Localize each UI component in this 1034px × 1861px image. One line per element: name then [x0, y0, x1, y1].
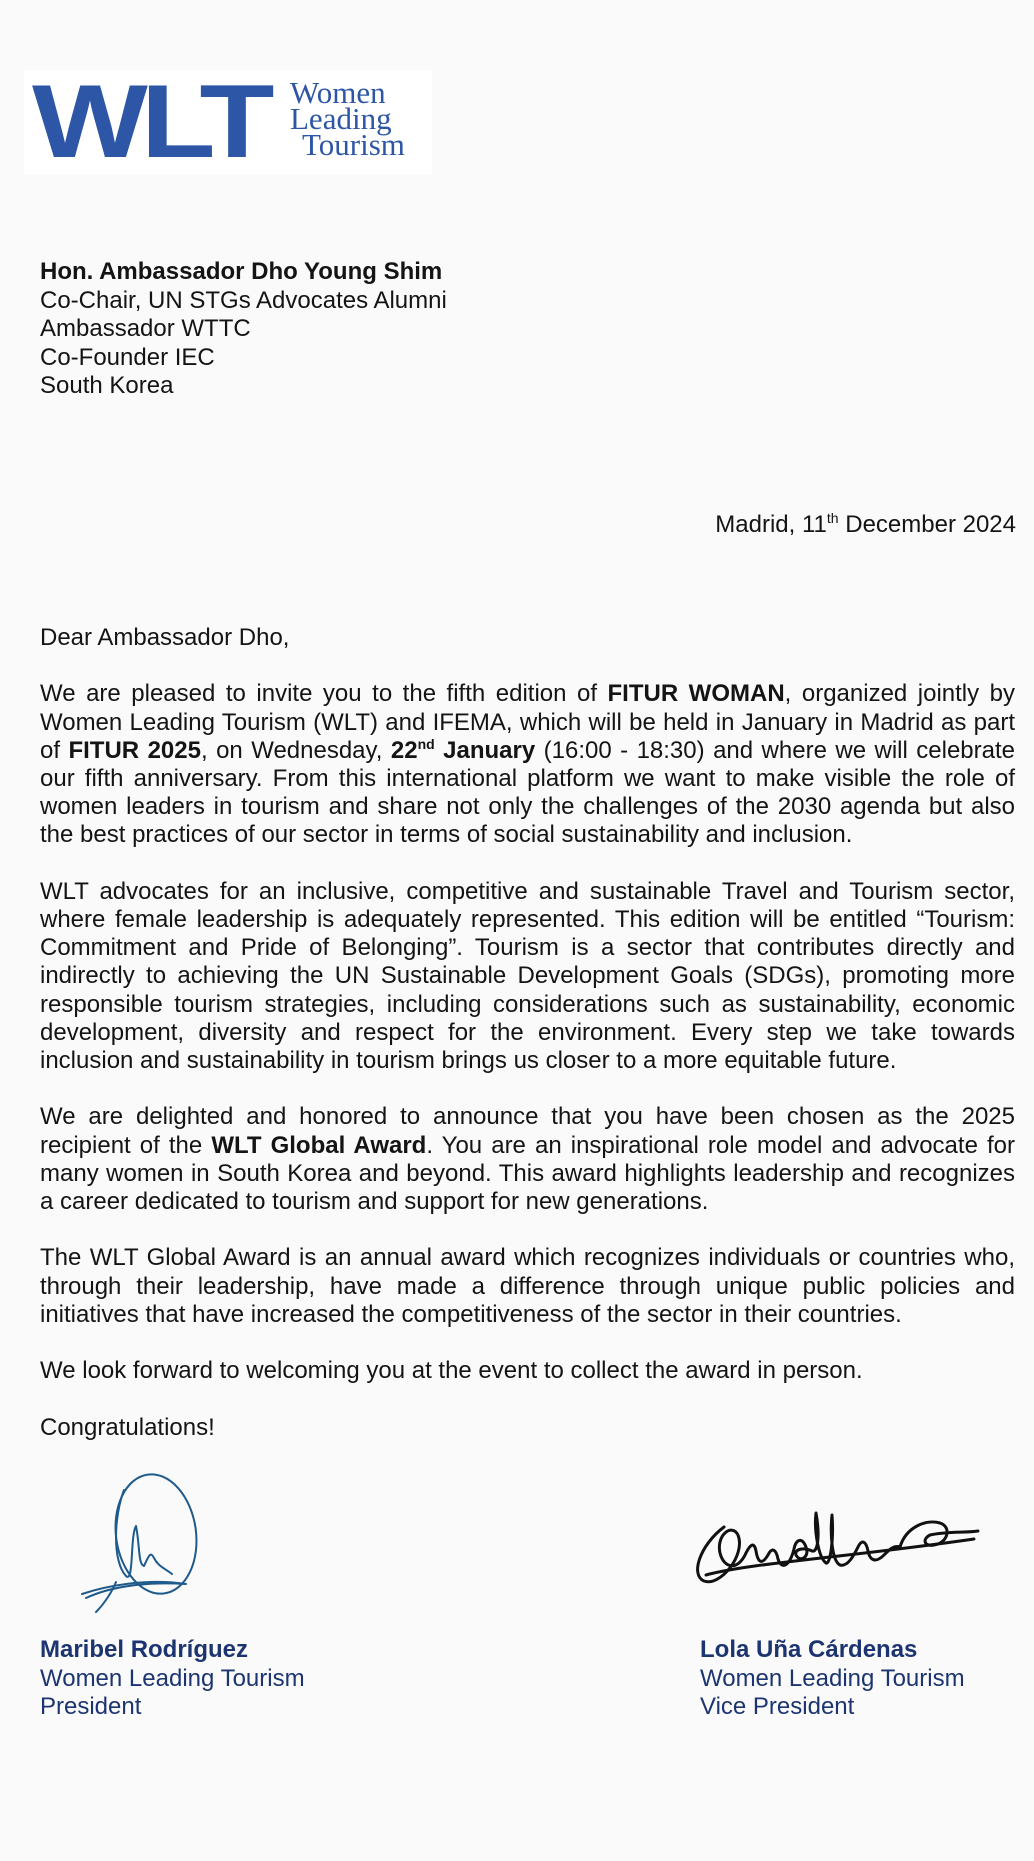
text-run: We are pleased to invite you to the fifth edition of	[40, 680, 608, 708]
recipient-line: Co-Founder IEC	[40, 343, 215, 371]
wlt-logo	[24, 64, 432, 180]
signer-right-title: Vice President	[700, 1693, 855, 1720]
signer-left	[40, 1636, 305, 1722]
event-name: FITUR WOMAN	[607, 680, 785, 708]
date-ordinal: th	[826, 510, 839, 526]
signer-left-name: Maribel Rodríguez	[40, 1636, 249, 1663]
text-run: . You are an inspirational role model and advocate for many women in South Korea and beyond. This award highlights leadership and recognizes a career dedicated to tourism and support for new generations.	[40, 1131, 1015, 1216]
event-date	[391, 737, 535, 764]
text-run: , on Wednesday,	[200, 736, 391, 764]
paragraph-advocacy: WLT advocates for an inclusive, competitive and sustainable Travel and Tourism sector, where female leadership is adequately represented. This edition will be entitled “Tourism: Commitment and Pride of Belonging”. Tourism is a sector that contributes directly and indirectly to achieving the UN Sustainable Development Goals (SDGs), promoting more responsible tourism strategies, including considerations such as sustainability, economic development, diversity and respect for the environment. Every step we take towards inclusion and sustainability in tourism brings us closer to a more equitable future.	[40, 877, 1015, 1075]
logo-word-leading: Leading	[290, 101, 392, 136]
date-rest: December 2024	[838, 511, 1016, 538]
text-run: (16:00 - 18:30) and where we will celebrate our fifth anniversary. From this international platform we want to make visible the role of women leaders in tourism and share not only the challenges of the 2030 agenda but also the best practices of our sector in terms of social sustainability and inclusion.	[40, 736, 1016, 849]
text-run: We are delighted and honored to announce that you have been chosen as the 2025 recipient of the	[40, 1103, 1015, 1159]
paragraph-invitation	[40, 680, 1015, 849]
paragraph-welcome: We look forward to welcoming you at the event to collect the award in person.	[40, 1357, 863, 1385]
logo-wordmark	[290, 75, 405, 162]
date-prefix: Madrid, 11	[715, 511, 827, 538]
closing: Congratulations!	[40, 1413, 215, 1441]
signer-left-org: Women Leading Tourism	[40, 1664, 305, 1692]
signer-right-org: Women Leading Tourism	[700, 1664, 965, 1692]
event-month: January	[434, 736, 536, 764]
salutation: Dear Ambassador Dho,	[40, 624, 290, 651]
paragraph-award	[40, 1103, 1015, 1216]
text-run: , organized jointly by Women Leading Tourism (WLT) and IFEMA, which will be held in January in Madrid as part of	[40, 680, 1015, 764]
signer-left-title: President	[40, 1693, 142, 1720]
recipient-line: South Korea	[40, 372, 174, 399]
letter-date	[715, 511, 1016, 539]
signature-right-image	[690, 1505, 980, 1595]
event-day-ordinal: nd	[417, 735, 435, 752]
signer-right	[700, 1636, 965, 1722]
recipient-address	[40, 258, 447, 401]
recipient-name: Hon. Ambassador Dho Young Shim	[40, 258, 443, 285]
signer-right-name: Lola Uña Cárdenas	[700, 1636, 918, 1663]
logo-word-tourism: Tourism	[302, 127, 405, 162]
paragraph-award-description: The WLT Global Award is an annual award which recognizes individuals or countries who, through their leadership, have made a difference through unique public policies and initiatives that have increased the competitiveness of the sector in their countries.	[40, 1244, 1015, 1328]
logo-word-women: Women	[290, 75, 386, 110]
event-day: 22	[390, 736, 418, 764]
letter-body	[40, 624, 1015, 1470]
fair-name: FITUR 2025	[68, 736, 201, 764]
recipient-line: Co-Chair, UN STGs Advocates Alumni	[40, 286, 447, 314]
signature-left-image	[76, 1466, 210, 1616]
recipient-line: Ambassador WTTC	[40, 315, 251, 342]
award-name: WLT Global Award	[211, 1131, 427, 1159]
logo-mark: WLT	[32, 64, 268, 180]
